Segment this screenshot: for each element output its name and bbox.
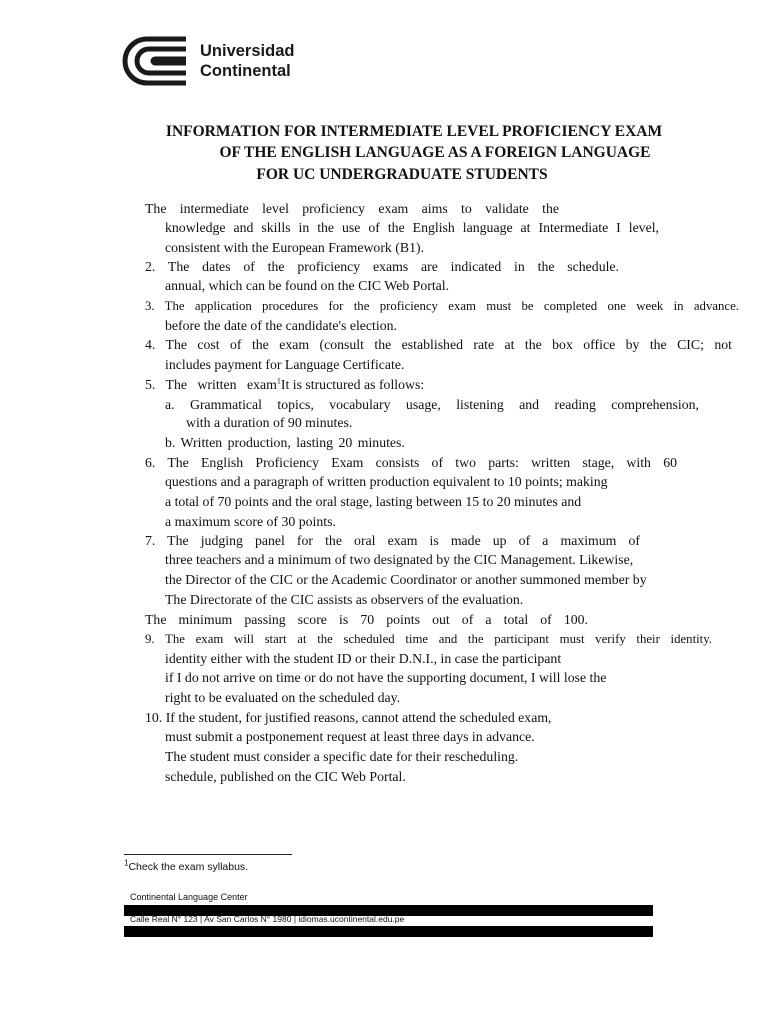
footer-bar-bottom [124, 926, 653, 937]
document-title-line-1: INFORMATION FOR INTERMEDIATE LEVEL PROFICIENCY EXAM [165, 123, 663, 140]
document-title-line-3: FOR UC UNDERGRADUATE STUDENTS [256, 166, 548, 183]
footnote-text: Check the exam syllabus. [128, 861, 249, 873]
body-line: 6. The English Proficiency Exam consists of two parts: written stage, with 60 [145, 455, 677, 470]
body-line: must submit a postponement request at least three days in advance. [165, 729, 535, 744]
footer-address: Calle Real N° 123 | Av San Carlos N° 1980 | idiomas.ucontinental.edu.pe [130, 914, 405, 924]
body-line: consistent with the European Framework (B1). [165, 240, 425, 255]
logo-line-1: Universidad [200, 42, 295, 60]
body-line: The Directorate of the CIC assists as observers of the evaluation. [165, 592, 524, 607]
body-line: b. Written production, lasting 20 minutes. [165, 435, 405, 450]
university-logo-text [200, 41, 294, 81]
body-line-part: It is structured as follows: [280, 377, 425, 392]
body-line: includes payment for Language Certificate. [165, 357, 405, 372]
body-line-part: 5. The written exam [145, 377, 277, 392]
body-line: identity either with the student ID or their D.N.I., in case the participant [165, 651, 562, 666]
logo-line-2: Continental [200, 62, 291, 80]
footer-center-name: Continental Language Center [130, 892, 248, 902]
body-line: if I do not arrive on time or do not have the supporting document, I will lose the [165, 670, 607, 685]
body-line: the Director of the CIC or the Academic Coordinator or another summoned member by [165, 572, 647, 587]
document-title-line-2: OF THE ENGLISH LANGUAGE AS A FOREIGN LANGUAGE [219, 144, 651, 161]
university-logo [122, 36, 302, 86]
body-line: a maximum score of 30 points. [165, 514, 336, 529]
body-line: schedule, published on the CIC Web Portal. [165, 769, 406, 784]
body-line: The intermediate level proficiency exam aims to validate the [145, 201, 559, 216]
body-line: 9. The exam will start at the scheduled time and the participant must verify their identity. [145, 632, 712, 646]
footnote-reference: 1 [276, 376, 281, 386]
body-line: a total of 70 points and the oral stage, lasting between 15 to 20 minutes and [165, 494, 582, 509]
body-line: annual, which can be found on the CIC Web Portal. [165, 278, 450, 293]
footnote-mark: 1 [124, 858, 129, 868]
body-line: right to be evaluated on the scheduled day. [165, 690, 401, 705]
body-line: 10. If the student, for justified reasons, cannot attend the scheduled exam, [145, 710, 552, 725]
body-line: 3. The application procedures for the proficiency exam must be completed one week in advance. [145, 299, 739, 313]
footnote [124, 858, 249, 873]
footnote-divider [124, 854, 292, 855]
body-line: before the date of the candidate's election. [165, 318, 397, 333]
university-logo-icon [122, 36, 188, 86]
body-line: The student must consider a specific date for their rescheduling. [165, 749, 519, 764]
body-line: questions and a paragraph of written production equivalent to 10 points; making [165, 474, 608, 489]
body-line: The minimum passing score is 70 points out of a total of 100. [145, 612, 588, 627]
body-line: with a duration of 90 minutes. [186, 415, 353, 430]
body-line: 2. The dates of the proficiency exams are indicated in the schedule. [145, 259, 619, 274]
body-line: three teachers and a minimum of two designated by the CIC Management. Likewise, [165, 552, 634, 567]
body-line: 7. The judging panel for the oral exam is made up of a maximum of [145, 533, 640, 548]
body-line: knowledge and skills in the use of the English language at Intermediate I level, [165, 220, 659, 235]
body-line: 4. The cost of the exam (consult the established rate at the box office by the CIC; not [145, 337, 732, 352]
body-line: a. Grammatical topics, vocabulary usage, listening and reading comprehension, [165, 397, 699, 412]
body-line [145, 376, 424, 394]
